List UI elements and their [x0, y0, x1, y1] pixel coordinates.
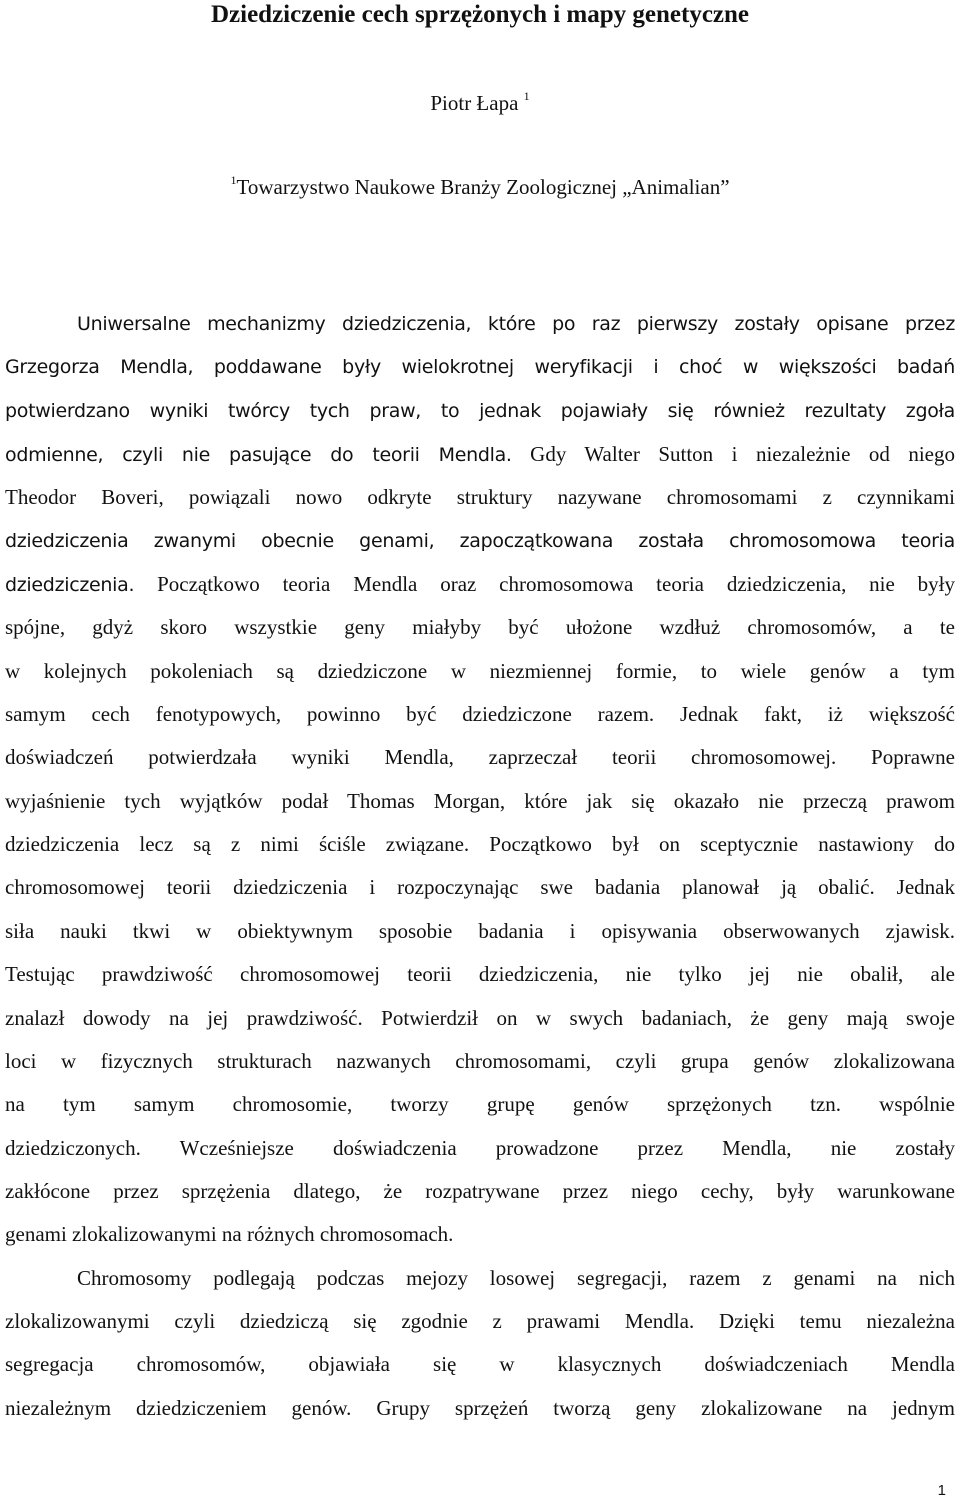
- body-text: [5, 303, 955, 1430]
- paragraph-2: [5, 1257, 955, 1430]
- text-line: wyjaśnienie tych wyjątków podał Thomas Morgan, które jak się okazało nie przeczą prawom: [5, 788, 955, 813]
- text-line: dziedziczenia lecz są z nimi ściśle związane. Początkowo był on sceptycznie nastawiony do: [5, 832, 955, 857]
- text-line: niezależnym dziedziczeniem genów. Grupy sprzężeń tworzą geny zlokalizowane na jednym: [5, 1395, 955, 1420]
- text-line: Theodor Boveri, powiązali nowo odkryte struktury nazywane chromosomami z czynnikami: [5, 485, 955, 510]
- text-line: zlokalizowanymi czyli dziedziczą się zgodnie z prawami Mendla. Dzięki temu niezależna: [5, 1308, 955, 1333]
- text-line: Grzegorza Mendla, poddawane były wielokrotnej weryfikacji i choć w większości badań: [5, 356, 955, 379]
- text-line: loci w fizycznych strukturach nazwanych chromosomami, czyli grupa genów zlokalizowana: [5, 1048, 955, 1073]
- text-line: znalazł dowody na jej prawdziwość. Potwierdził on w swych badaniach, że geny mają swoje: [5, 1005, 955, 1030]
- text-line: zakłócone przez sprzężenia dlatego, że rozpatrywane przez niego cechy, były warunkowane: [5, 1178, 955, 1203]
- affiliation-text: Towarzystwo Naukowe Branży Zoologicznej „Animalian”: [236, 175, 730, 199]
- text-line: siła nauki tkwi w obiektywnym sposobie badania i opisywania obserwowanych zjawisk.: [5, 918, 955, 943]
- text-line: na tym samym chromosomie, tworzy grupę genów sprzężonych tzn. wspólnie: [5, 1092, 955, 1117]
- affiliation-line: [0, 172, 960, 202]
- text-line: genami zlokalizowanymi na różnych chromosomach.: [5, 1222, 454, 1247]
- author-name: Piotr Łapa: [430, 91, 519, 115]
- text-line: potwierdzano wyniki twórcy tych praw, to jednak pojawiały się również rezultaty zgoła: [5, 399, 955, 422]
- text-line: odmienne, czyli nie pasujące do teorii Mendla. Gdy Walter Sutton i niezależnie od niego: [5, 442, 955, 467]
- text-line: dziedziczonych. Wcześniejsze doświadczenia prowadzone przez Mendla, nie zostały: [5, 1135, 955, 1160]
- text-line: Uniwersalne mechanizmy dziedziczenia, które po raz pierwszy zostały opisane przez: [77, 313, 955, 335]
- text-line: w kolejnych pokoleniach są dziedziczone w niezmiennej formie, to wiele genów a tym: [5, 658, 955, 683]
- text-line: chromosomowej teorii dziedziczenia i rozpoczynając swe badania planował ją obalić. Jednak: [5, 875, 955, 900]
- author-line: [0, 88, 960, 118]
- text-line: doświadczeń potwierdzała wyniki Mendla, zaprzeczał teorii chromosomowej. Poprawne: [5, 745, 955, 770]
- text-line: spójne, gdyż skoro wszystkie geny miałyby być ułożone wzdłuż chromosomów, a te: [5, 615, 955, 640]
- affiliation-marker: 1: [230, 173, 237, 187]
- document-title: Dziedziczenie cech sprzężonych i mapy genetyczne: [210, 1, 750, 28]
- text-line: dziedziczenia zwanymi obecnie genami, zapoczątkowana została chromosomowa teoria: [5, 529, 955, 552]
- paragraph-1: [5, 303, 955, 1257]
- text-line: Chromosomy podlegają podczas mejozy losowej segregacji, razem z genami na nich: [77, 1265, 955, 1290]
- text-line: Testując prawdziwość chromosomowej teorii dziedziczenia, nie tylko jej nie obalił, ale: [5, 962, 955, 987]
- text-line: segregacja chromosomów, objawiała się w klasycznych doświadczeniach Mendla: [5, 1352, 955, 1377]
- text-line: samym cech fenotypowych, powinno być dziedziczone razem. Jednak fakt, iż większość: [5, 702, 955, 727]
- page-number: 1: [937, 1482, 946, 1499]
- text-line: dziedziczenia. Początkowo teoria Mendla oraz chromosomowa teoria dziedziczenia, nie były: [5, 572, 955, 597]
- author-affiliation-marker: 1: [523, 89, 530, 103]
